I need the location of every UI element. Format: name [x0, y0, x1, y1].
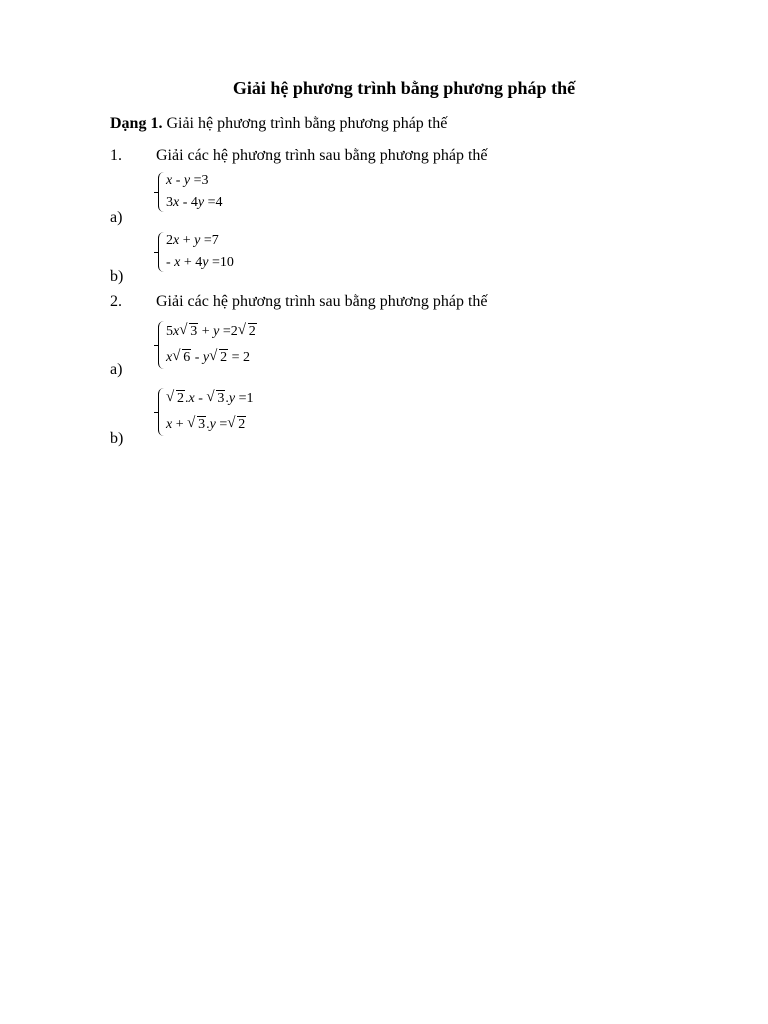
equation: 5x√ 3 + y =2√ 2: [158, 319, 257, 345]
equation: 2x + y =7: [166, 233, 219, 248]
document-title: Giải hệ phương trình bằng phương pháp thế: [232, 78, 576, 98]
system-2b: [158, 386, 254, 438]
label-1a: a): [110, 209, 123, 226]
equation: x + √ 3.y =√ 2: [158, 412, 254, 438]
label-2a: a): [110, 361, 123, 378]
label-1b: b): [110, 268, 124, 285]
section-heading-bold: Dạng 1.: [110, 115, 163, 132]
system-1a: [158, 170, 223, 214]
label-2b: b): [110, 430, 124, 447]
section-heading: [110, 113, 447, 135]
system-2a: [158, 319, 257, 371]
question-2-text: Giải các hệ phương trình sau bằng phương pháp thế: [156, 293, 488, 310]
equation: x - y =3: [166, 173, 209, 188]
question-2-number: 2.: [110, 293, 122, 310]
equation: x√ 6 - y√ 2 = 2: [158, 345, 257, 371]
equation: √ 2.x - √ 3.y =1: [158, 386, 254, 412]
question-1-number: 1.: [110, 147, 122, 164]
system-1b: [158, 230, 234, 274]
equation: - x + 4y =10: [166, 255, 234, 270]
section-heading-text: Giải hệ phương trình bằng phương pháp thế: [162, 115, 448, 132]
question-1-text: Giải các hệ phương trình sau bằng phương pháp thế: [156, 147, 488, 164]
equation: 3x - 4y =4: [166, 195, 223, 210]
